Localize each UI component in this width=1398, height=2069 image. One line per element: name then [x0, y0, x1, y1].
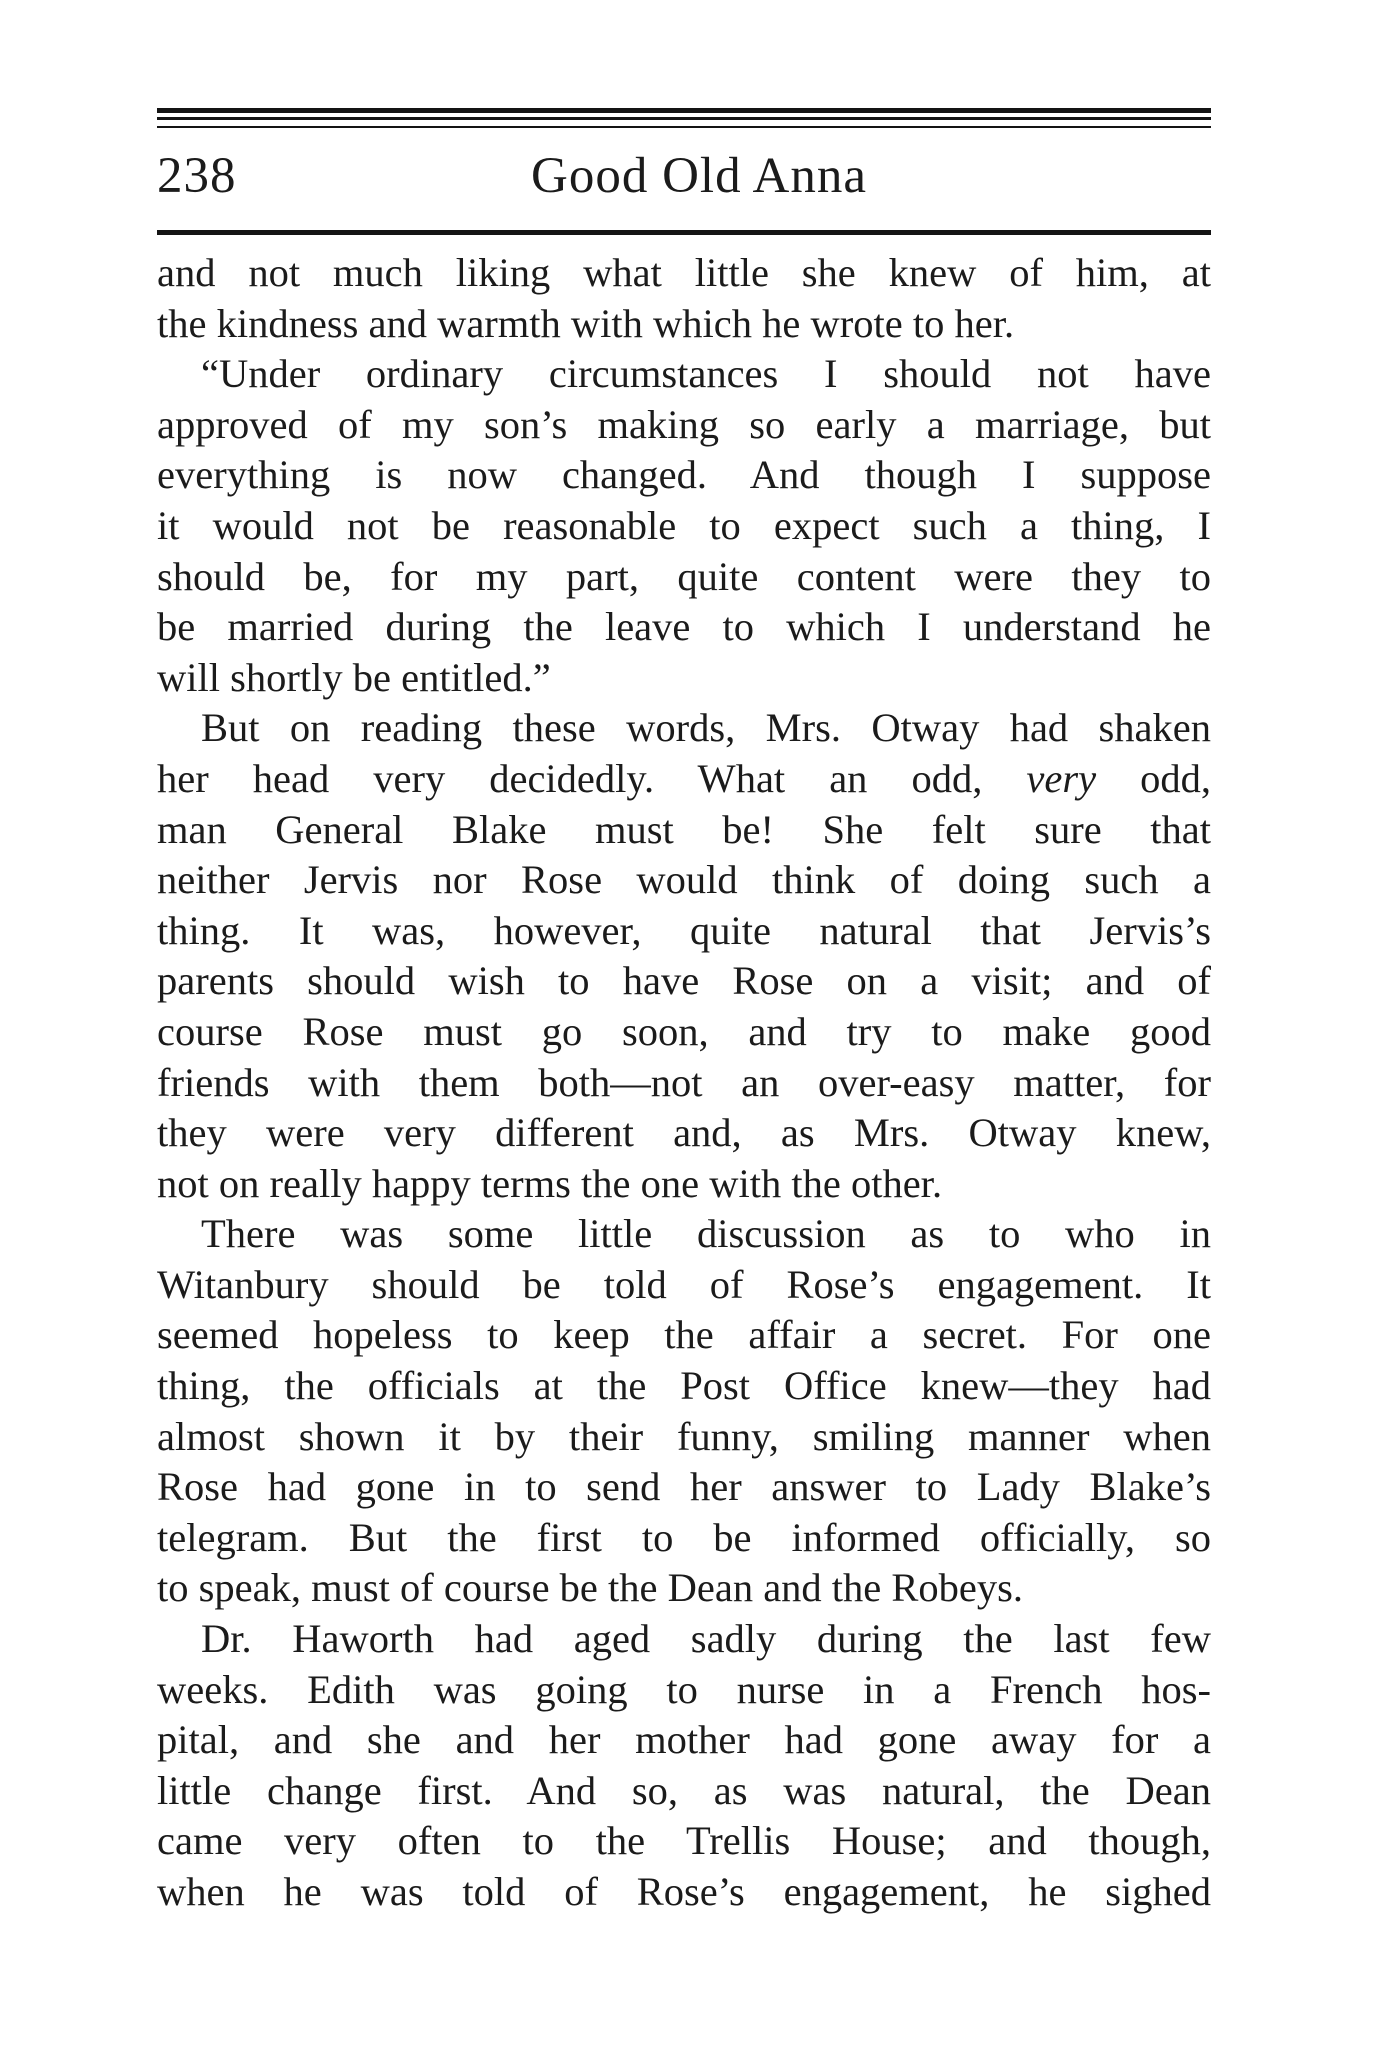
text-line: they were very different and, as Mrs. Otway knew, — [157, 1110, 1211, 1156]
text-line: Dr. Haworth had aged sadly during the last few — [201, 1616, 1211, 1662]
running-title: Good Old Anna — [531, 148, 867, 204]
text-line: will shortly be entitled.” — [157, 654, 551, 700]
text-line: approved of my son’s making so early a marriage, but — [157, 401, 1211, 447]
header-rule-top — [157, 108, 1211, 113]
header-rule-thin — [157, 126, 1211, 128]
text-line: pital, and she and her mother had gone away for a — [157, 1717, 1211, 1763]
text-line: neither Jervis nor Rose would think of doing such a — [157, 857, 1211, 903]
page-number: 238 — [157, 148, 237, 204]
text-line: almost shown it by their funny, smiling manner when — [157, 1413, 1211, 1459]
text-line: friends with them both—not an over-easy matter, for — [157, 1059, 1211, 1105]
text-line: little change first. And so, as was natural, the Dean — [157, 1767, 1211, 1813]
text-line: thing. It was, however, quite natural that Jervis’s — [157, 907, 1211, 953]
text-line: “Under ordinary circumstances I should not have — [201, 351, 1211, 397]
text-line: course Rose must go soon, and try to make good — [157, 1008, 1211, 1054]
text-line: thing, the officials at the Post Office knew—they had — [157, 1363, 1211, 1409]
text-line: Rose had gone in to send her answer to Lady Blake’s — [157, 1464, 1211, 1510]
text-line: not on really happy terms the one with the other. — [157, 1160, 943, 1206]
text-line: be married during the leave to which I understand he — [157, 604, 1211, 650]
text-line: everything is now changed. And though I suppose — [157, 452, 1211, 498]
text-line: man General Blake must be! She felt sure that — [157, 806, 1211, 852]
text-line: it would not be reasonable to expect such a thing, I — [157, 502, 1211, 548]
header-rule-middle — [157, 117, 1211, 120]
text-line: to speak, must of course be the Dean and the Robeys. — [157, 1565, 1024, 1611]
text-line: Witanbury should be told of Rose’s engagement. It — [157, 1261, 1211, 1307]
text-line: seemed hopeless to keep the affair a secret. For one — [157, 1312, 1211, 1358]
text-line: came very often to the Trellis House; and though, — [157, 1818, 1211, 1864]
text-line: weeks. Edith was going to nurse in a French hos- — [157, 1666, 1211, 1712]
text-line: the kindness and warmth with which he wrote to her. — [157, 300, 1015, 346]
text-line: and not much liking what little she knew of him, at — [157, 250, 1211, 295]
text-line: when he was told of Rose’s engagement, he sighed — [157, 1869, 1211, 1914]
text-line: her head very decidedly. What an odd, very odd, — [157, 755, 1211, 801]
text-line: parents should wish to have Rose on a visit; and of — [157, 958, 1211, 1004]
text-line: should be, for my part, quite content were they to — [157, 553, 1211, 599]
text-line: There was some little discussion as to who in — [201, 1211, 1211, 1257]
text-line: But on reading these words, Mrs. Otway had shaken — [201, 705, 1211, 751]
emphasis: very — [1026, 755, 1097, 801]
header-rule-bottom — [157, 230, 1211, 235]
text-line: telegram. But the first to be informed officially, so — [157, 1514, 1211, 1560]
body-text — [157, 248, 1211, 1918]
